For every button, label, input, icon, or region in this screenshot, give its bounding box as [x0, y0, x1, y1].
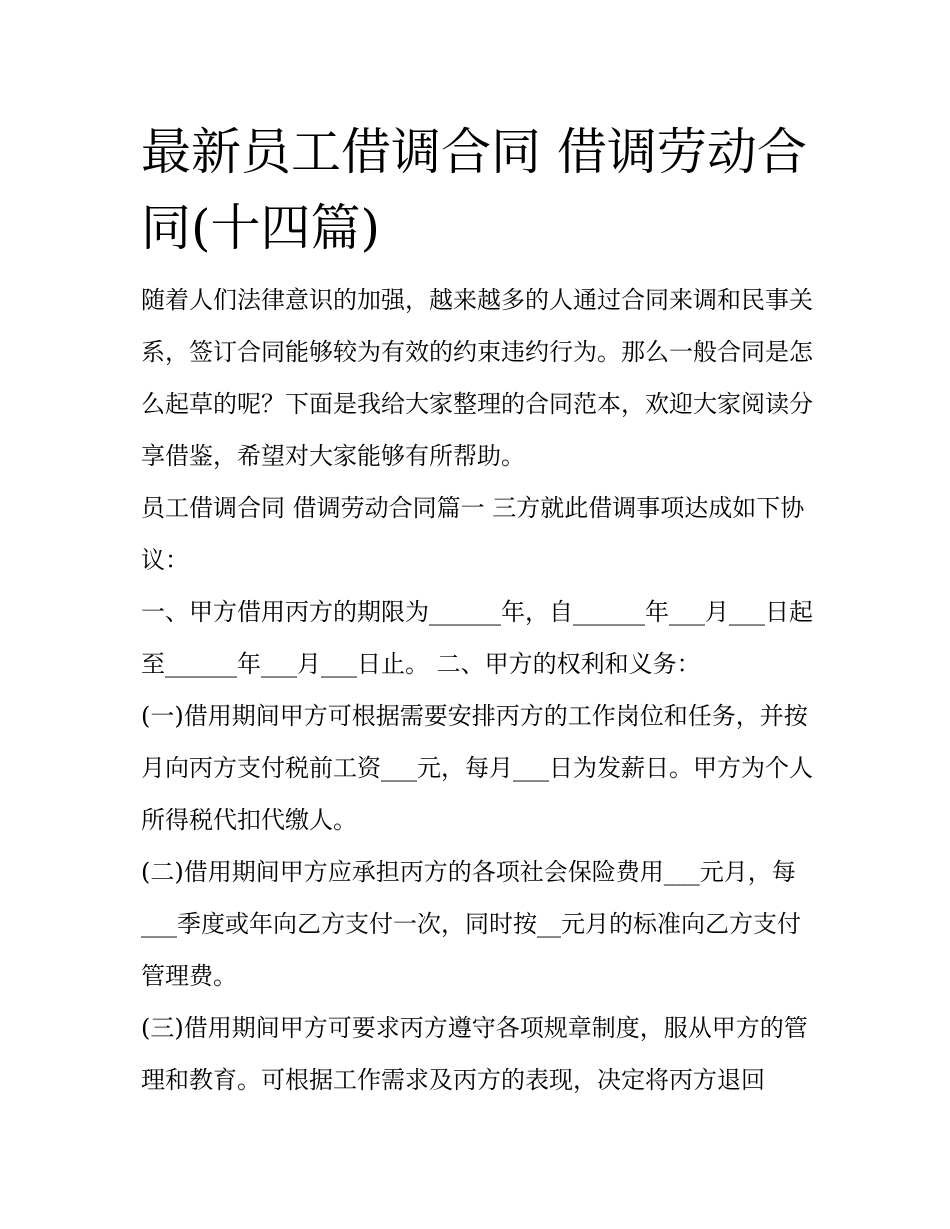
paragraph-clause-3: (三)借用期间甲方可要求丙方遵守各项规章制度，服从甲方的管理和教育。可根据工作需求及丙方的表现，决定将丙方退回	[141, 1014, 808, 1094]
paragraph-agreement-intro: 员工借调合同 借调劳动合同篇一 三方就此借调事项达成如下协议：	[141, 494, 805, 574]
paragraph-term: 一、甲方借用丙方的期限为______年，自______年___月___日起至______年___月___日止。 二、甲方的权利和义务：	[141, 598, 813, 678]
paragraph-clause-2: (二)借用期间甲方应承担丙方的各项社会保险费用___元月，每___季度或年向乙方支付一次，同时按__元月的标准向乙方支付管理费。	[141, 858, 801, 990]
document-body	[141, 274, 821, 1106]
paragraph-clause-1: (一)借用期间甲方可根据需要安排丙方的工作岗位和任务，并按月向丙方支付税前工资___元，每月___日为发薪日。甲方为个人所得税代扣代缴人。	[141, 702, 813, 834]
document-title: 最新员工借调合同 借调劳动合同(十四篇)	[141, 123, 807, 257]
paragraph-intro: 随着人们法律意识的加强，越来越多的人通过合同来调和民事关系，签订合同能够较为有效的约束违约行为。那么一般合同是怎么起草的呢？下面是我给大家整理的合同范本，欢迎大家阅读分享借鉴，希望对大家能够有所帮助。	[141, 286, 813, 470]
